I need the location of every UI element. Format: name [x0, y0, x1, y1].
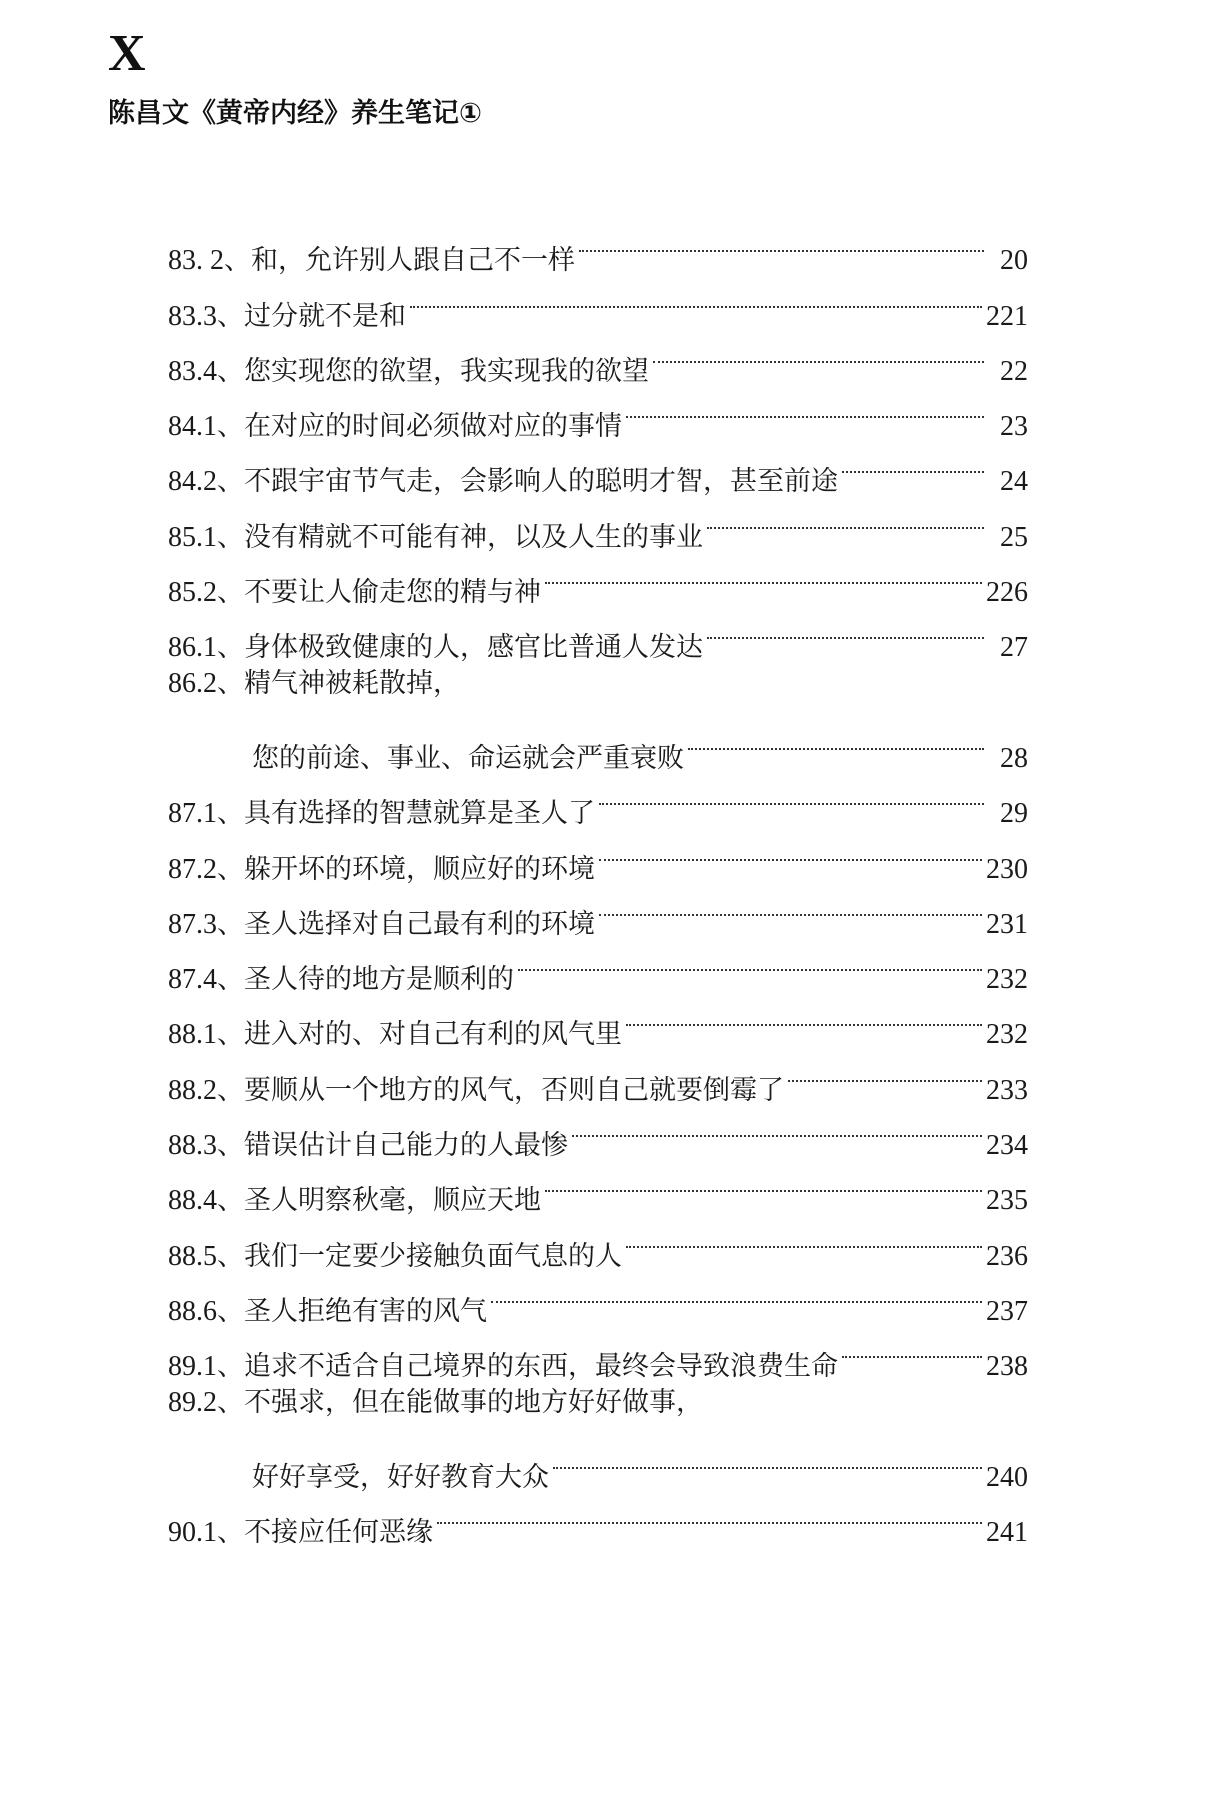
- toc-entry-separator: 、: [217, 355, 244, 387]
- toc-entry-separator: 、: [217, 411, 244, 443]
- toc-leader-dots: [437, 1486, 982, 1541]
- toc-entry-number: 86.1: [168, 632, 217, 664]
- toc-entry-page: 25: [1000, 521, 1028, 553]
- toc-entry-title: 要顺从一个地方的风气，否则自己就要倒霉了: [244, 1074, 784, 1106]
- toc-entry-number: 88.4: [168, 1185, 217, 1217]
- toc-entry-page: 27: [1000, 632, 1028, 664]
- toc-entry-separator: 、: [217, 632, 244, 664]
- toc-leader-dots: [545, 546, 982, 601]
- toc-entry-page: 233: [986, 1074, 1028, 1106]
- toc-leader-dots: [553, 1431, 982, 1486]
- toc-entry-number: 87.1: [168, 798, 217, 830]
- toc-entry-separator: 、: [217, 853, 244, 885]
- toc-entry-separator: 、: [217, 1295, 244, 1327]
- toc-entry-title: 和，允许别人跟自己不一样: [251, 245, 575, 277]
- toc-entry-number: 88.5: [168, 1240, 217, 1272]
- toc-entry-page: 232: [986, 964, 1028, 996]
- toc-entry-number: 90.1: [168, 1517, 217, 1549]
- toc-entry-number: 88.2: [168, 1074, 217, 1106]
- toc-leader-dots: [626, 380, 984, 435]
- toc-leader-dots: [707, 490, 984, 545]
- toc-leader-dots: [842, 435, 984, 490]
- toc-entry-separator: 、: [217, 798, 244, 830]
- toc-leader-dots: [688, 712, 984, 767]
- toc-entry-title: 好好享受，好好教育大众: [252, 1461, 549, 1493]
- toc-entry-number: 83.4: [168, 355, 217, 387]
- toc-entry-separator: 、: [217, 1074, 244, 1106]
- toc-entry-title: 追求不适合自己境界的东西，最终会导致浪费生命: [244, 1351, 838, 1383]
- toc-leader-dots: [579, 214, 984, 269]
- toc-leader-dots: [599, 822, 982, 877]
- toc-entry-page: 236: [986, 1240, 1028, 1272]
- toc-entry-page: 235: [986, 1185, 1028, 1217]
- toc-entry-number: 88.3: [168, 1130, 217, 1162]
- toc-entry-page: 238: [986, 1351, 1028, 1383]
- toc-entry-separator: 、: [217, 466, 244, 498]
- toc-entry-title: 不强求，但在能做事的地方好好做事，: [244, 1387, 703, 1419]
- toc-entry-separator: 、: [224, 245, 251, 277]
- toc-entry-separator: 、: [217, 1351, 244, 1383]
- toc-entry-separator: 、: [217, 300, 244, 332]
- toc-entry-number: 89.1: [168, 1351, 217, 1383]
- toc-leader-dots: [707, 601, 984, 656]
- toc-entry-title: 躲开坏的环境，顺应好的环境: [244, 853, 595, 885]
- toc-entry-separator: 、: [217, 1185, 244, 1217]
- toc-entry-number: 85.2: [168, 577, 217, 609]
- toc-entry-separator: 、: [217, 668, 244, 700]
- toc-leader-dots: [410, 269, 982, 324]
- book-title: 陈昌文《黄帝内经》养生笔记①: [108, 98, 482, 129]
- toc-entry-number: 88.6: [168, 1295, 217, 1327]
- toc-entry: [168, 1375, 1028, 1430]
- toc-entry-number: 86.2: [168, 668, 217, 700]
- toc-entry-number: 88.1: [168, 1019, 217, 1051]
- toc-leader-dots: [518, 933, 982, 988]
- toc-entry-page: 23: [1000, 411, 1028, 443]
- toc-entry-number: 83.3: [168, 300, 217, 332]
- page-header: [108, 24, 482, 132]
- toc-entry-title: 精气神被耗散掉，: [244, 668, 460, 700]
- toc-entry: [168, 712, 1028, 774]
- toc-entry-title: 您的前途、事业、命运就会严重衰败: [252, 742, 684, 774]
- toc-leader-dots: [842, 1320, 982, 1375]
- toc-entry-page: 221: [986, 300, 1028, 332]
- toc-entry-title: 圣人明察秋毫，顺应天地: [244, 1185, 541, 1217]
- toc-entry-number: 84.2: [168, 466, 217, 498]
- toc-entry-separator: 、: [217, 1019, 244, 1051]
- toc-entry-separator: 、: [217, 1240, 244, 1272]
- toc-entry-separator: 、: [217, 577, 244, 609]
- toc-entry-number: 89.2: [168, 1387, 217, 1419]
- toc-entry-page: 226: [986, 577, 1028, 609]
- toc-entry-separator: 、: [217, 1517, 244, 1549]
- toc-entry-title: 具有选择的智慧就算是圣人了: [244, 798, 595, 830]
- toc-entry-number: 87.4: [168, 964, 217, 996]
- toc-entry-page: 232: [986, 1019, 1028, 1051]
- toc-entry-separator: 、: [217, 964, 244, 996]
- toc-leader-dots: [545, 1154, 982, 1209]
- toc-entry-title: 身体极致健康的人，感官比普通人发达: [244, 632, 703, 664]
- toc-entry-page: 230: [986, 853, 1028, 885]
- toc-entry-title: 不要让人偷走您的精与神: [244, 577, 541, 609]
- toc-entry-title: 进入对的、对自己有利的风气里: [244, 1019, 622, 1051]
- toc-entry-title: 在对应的时间必须做对应的事情: [244, 411, 622, 443]
- toc-leader-dots: [626, 1209, 982, 1264]
- toc-entry-number: 87.3: [168, 908, 217, 940]
- toc-entry-title: 没有精就不可能有神，以及人生的事业: [244, 521, 703, 553]
- toc-leader-dots: [626, 988, 982, 1043]
- toc-entry-page: 24: [1000, 466, 1028, 498]
- toc-entry-separator: 、: [217, 908, 244, 940]
- table-of-contents: [168, 214, 1028, 1549]
- toc-entry-separator: 、: [217, 521, 244, 553]
- toc-entry-title: 圣人拒绝有害的风气: [244, 1295, 487, 1327]
- toc-entry-page: 231: [986, 908, 1028, 940]
- toc-entry-title: 圣人待的地方是顺利的: [244, 964, 514, 996]
- page-number: X: [108, 25, 146, 82]
- toc-leader-dots: [572, 1099, 982, 1154]
- toc-entry-number: 87.2: [168, 853, 217, 885]
- toc-entry-page: 20: [1000, 245, 1028, 277]
- toc-entry-page: 237: [986, 1295, 1028, 1327]
- toc-entry: [168, 1431, 1028, 1493]
- toc-entry-title: 我们一定要少接触负面气息的人: [244, 1240, 622, 1272]
- toc-entry-page: 29: [1000, 798, 1028, 830]
- toc-entry-title: 您实现您的欲望，我实现我的欲望: [244, 355, 649, 387]
- toc-leader-dots: [599, 878, 982, 933]
- toc-leader-dots: [653, 325, 984, 380]
- toc-entry-page: 22: [1000, 355, 1028, 387]
- toc-entry-title: 过分就不是和: [244, 300, 406, 332]
- toc-leader-dots: [788, 1043, 982, 1098]
- toc-leader-dots: [491, 1265, 982, 1320]
- toc-entry-number: 84.1: [168, 411, 217, 443]
- toc-entry-title: 不接应任何恶缘: [244, 1517, 433, 1549]
- toc-entry-page: 234: [986, 1130, 1028, 1162]
- toc-entry: [168, 214, 1028, 277]
- toc-entry-page: 28: [1000, 742, 1028, 774]
- toc-leader-dots: [599, 767, 984, 822]
- toc-entry-number: 83. 2: [168, 245, 224, 277]
- toc-entry-number: 85.1: [168, 521, 217, 553]
- toc-entry-title: 圣人选择对自己最有利的环境: [244, 908, 595, 940]
- toc-entry-separator: 、: [217, 1130, 244, 1162]
- toc-entry-page: 241: [986, 1517, 1028, 1549]
- toc-entry-title: 不跟宇宙节气走，会影响人的聪明才智，甚至前途: [244, 466, 838, 498]
- toc-entry-separator: 、: [217, 1387, 244, 1419]
- toc-entry-title: 错误估计自己能力的人最惨: [244, 1130, 568, 1162]
- toc-entry-page: 240: [986, 1461, 1028, 1493]
